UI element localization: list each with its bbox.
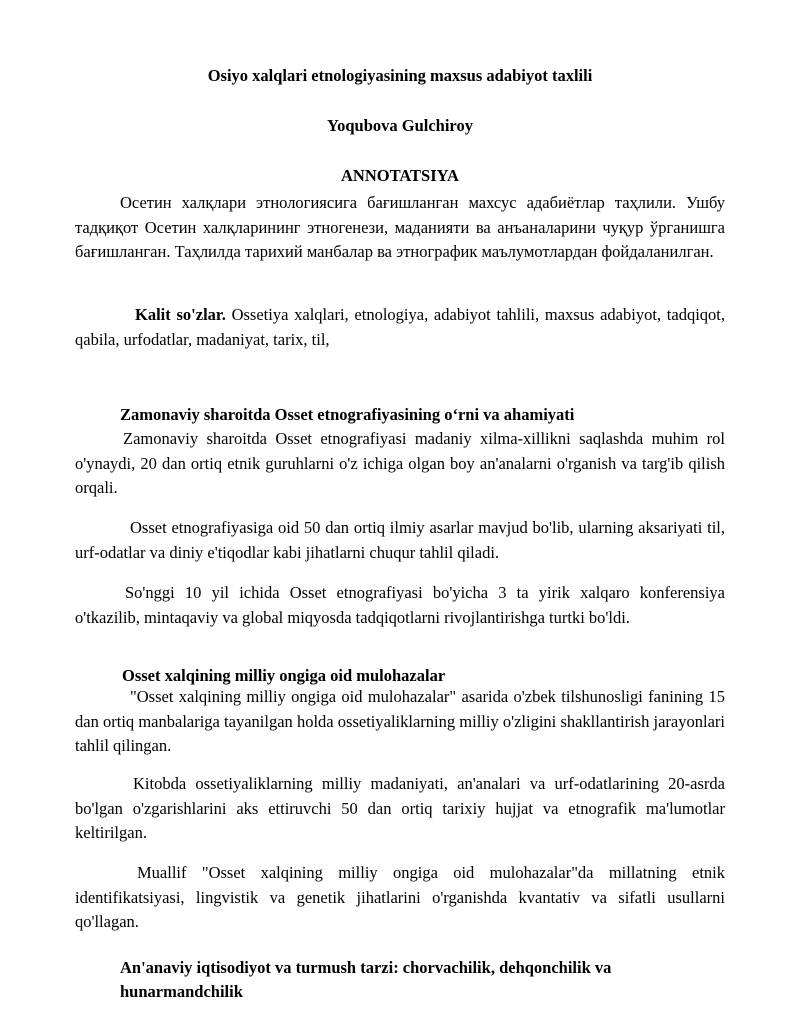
- section1-paragraph-3: So'nggi 10 yil ichida Osset etnografiyasi bo'yicha 3 ta yirik xalqaro konferensiya o'tkazilib, mintaqaviy va global miqyosda tadqiqotlarni rivojlantirishga turtki bo'ldi.: [75, 583, 725, 627]
- section1-paragraph-2: Osset etnografiyasiga oid 50 dan ortiq ilmiy asarlar mavjud bo'lib, ularning aksariyati til, urf-odatlar va diniy e'tiqodlar kabi jihatlarni chuqur tahlil qiladi.: [75, 518, 725, 562]
- keywords-paragraph: [75, 303, 725, 352]
- keywords-label: Kalit so'zlar.: [135, 305, 226, 324]
- section3-heading: An'anaviy iqtisodiyot va turmush tarzi: chorvachilik, dehqonchilik va hunarmandchilik: [120, 958, 612, 1001]
- annotation-text: Осетин халқлари этнологиясига бағишланган махсус адабиётлар таҳлили. Ушбу тадқиқот Осетин халқларининг этногенези, маданияти ва анъаналарини чуқур ўрганишга бағишланган. Таҳлилда тарихий манбалар ва этнографик маълумотлардан фойдаланилган.: [75, 193, 725, 261]
- annotation-paragraph: [75, 191, 725, 265]
- section1-paragraph-1: Zamonaviy sharoitda Osset etnografiyasi madaniy xilma-xillikni saqlashda muhim rol o'ynaydi, 20 dan ortiq etnik guruhlarni o'z ichiga olgan boy an'analarni o'rganish va targ'ib qilish orqali.: [75, 429, 725, 497]
- section2-paragraph-2: Kitobda ossetiyaliklarning milliy madaniyati, an'analari va urf-odatlarining 20-asrda bo'lgan o'zgarishlarini aks ettiruvchi 50 dan ortiq tarixiy hujjat va etnografik ma'lumotlar keltirilgan.: [75, 774, 725, 842]
- section1-heading: Zamonaviy sharoitda Osset etnografiyasining o‘rni va ahamiyati: [120, 405, 575, 424]
- keywords-text: Ossetiya xalqlari, etnologiya, adabiyot tahlili, maxsus adabiyot, tadqiqot, qabila, urfodatlar, madaniyat, tarix, til,: [75, 305, 725, 349]
- section2-paragraph-3: Muallif "Osset xalqining milliy ongiga oid mulohazalar"da millatning etnik identifikatsiyasi, lingvistik va genetik jihatlarini o'rganishda kvantativ va sifatli usullarni qo'llagan.: [75, 863, 725, 931]
- author-name: Yoqubova Gulchiroy: [327, 116, 473, 135]
- section2-heading: Osset xalqining milliy ongiga oid mulohazalar: [122, 666, 446, 685]
- section2-paragraph-1: "Osset xalqining milliy ongiga oid mulohazalar" asarida o'zbek tilshunosligi fanining 15 dan ortiq manbalariga tayanilgan holda ossetiyaliklarning milliy o'zligini shakllantirish jarayonlari tahlil qilingan.: [75, 687, 725, 755]
- document-title: Osiyo xalqlari etnologiyasining maxsus adabiyot taxlili: [207, 66, 593, 85]
- annotation-heading: ANNOTATSIYA: [341, 166, 459, 185]
